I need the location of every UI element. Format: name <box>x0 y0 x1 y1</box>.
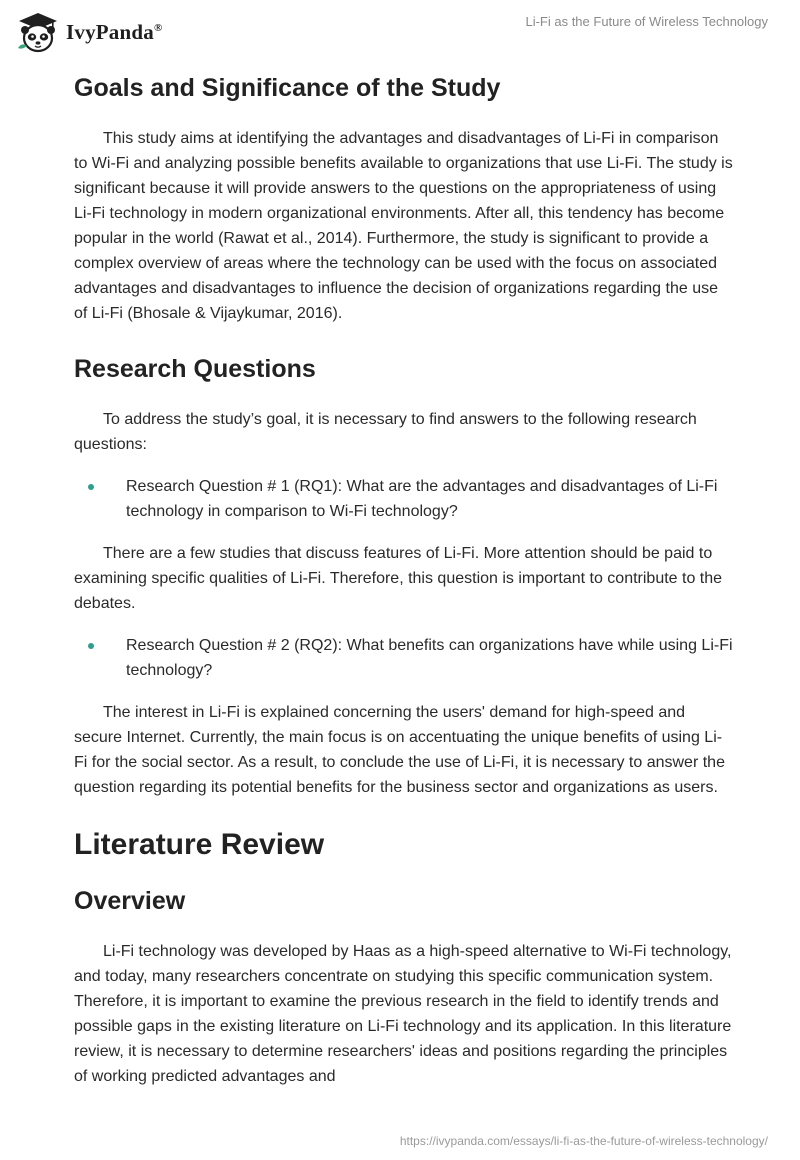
section-heading-goals: Goals and Significance of the Study <box>74 74 501 102</box>
brand-logo[interactable] <box>16 10 162 54</box>
brand-name: IvyPanda® <box>66 19 163 44</box>
goals-paragraph: This study aims at identifying the advantages and disadvantages of Li-Fi in comparison to Wi-Fi and analyzing possible benefits available to organizations that use Li-Fi. The study is significant because it will provide answers to the questions on the appropriateness of using Li-Fi technology in modern organizational environments. After all, this tendency has become popular in the world (Rawat et al., 2014). Furthermore, the study is significant to provide a complex overview of areas where the technology can be used with the focus on associated advantages and disadvantages to influence the decision of organizations regarding the use of Li-Fi (Bhosale & Vijaykumar, 2016). <box>74 130 733 322</box>
source-url[interactable]: https://ivypanda.com/essays/li-fi-as-the-future-of-wireless-technology/ <box>399 1134 768 1148</box>
rq1-text: Research Question # 1 (RQ1): What are the advantages and disadvantages of Li-Fi technology in comparison to Wi-Fi technology? <box>126 478 718 520</box>
rq2-text: Research Question # 2 (RQ2): What benefits can organizations have while using Li-Fi technology? <box>126 637 733 679</box>
panda-logo-icon <box>16 10 60 54</box>
section-heading-research-questions: Research Questions <box>74 355 316 383</box>
overview-paragraph: Li-Fi technology was developed by Haas as a high-speed alternative to Wi-Fi technology, and today, many researchers concentrate on studying this specific communication system. Therefore, it is important to examine the previous research in the field to identify trends and possible gaps in the existing literature on Li-Fi technology and its application. In this literature review, it is necessary to determine researchers' ideas and positions regarding the principles of working predicted advantages and <box>74 943 732 1085</box>
list-item-rq2 <box>74 633 734 683</box>
page-header <box>0 0 800 60</box>
essay-content <box>74 70 734 1089</box>
bullet-icon <box>88 484 94 490</box>
subsection-heading-overview: Overview <box>74 887 186 915</box>
rq2-discussion: The interest in Li-Fi is explained concerning the users' demand for high-speed and secure Internet. Currently, the main focus is on accentuating the unique benefits of using Li-Fi for the social sector. As a result, to conclude the use of Li-Fi, it is necessary to answer the question regarding its potential benefits for the business sector and organizations as users. <box>74 704 725 796</box>
bullet-icon <box>88 643 94 649</box>
research-questions-intro: To address the study’s goal, it is necessary to find answers to the following research questions: <box>74 411 697 453</box>
section-heading-literature-review: Literature Review <box>74 828 325 861</box>
running-title: Li-Fi as the Future of Wireless Technology <box>525 14 768 29</box>
list-item-rq1 <box>74 474 734 524</box>
rq1-discussion: There are a few studies that discuss features of Li-Fi. More attention should be paid to examining specific qualities of Li-Fi. Therefore, this question is important to contribute to the debates. <box>74 545 723 612</box>
